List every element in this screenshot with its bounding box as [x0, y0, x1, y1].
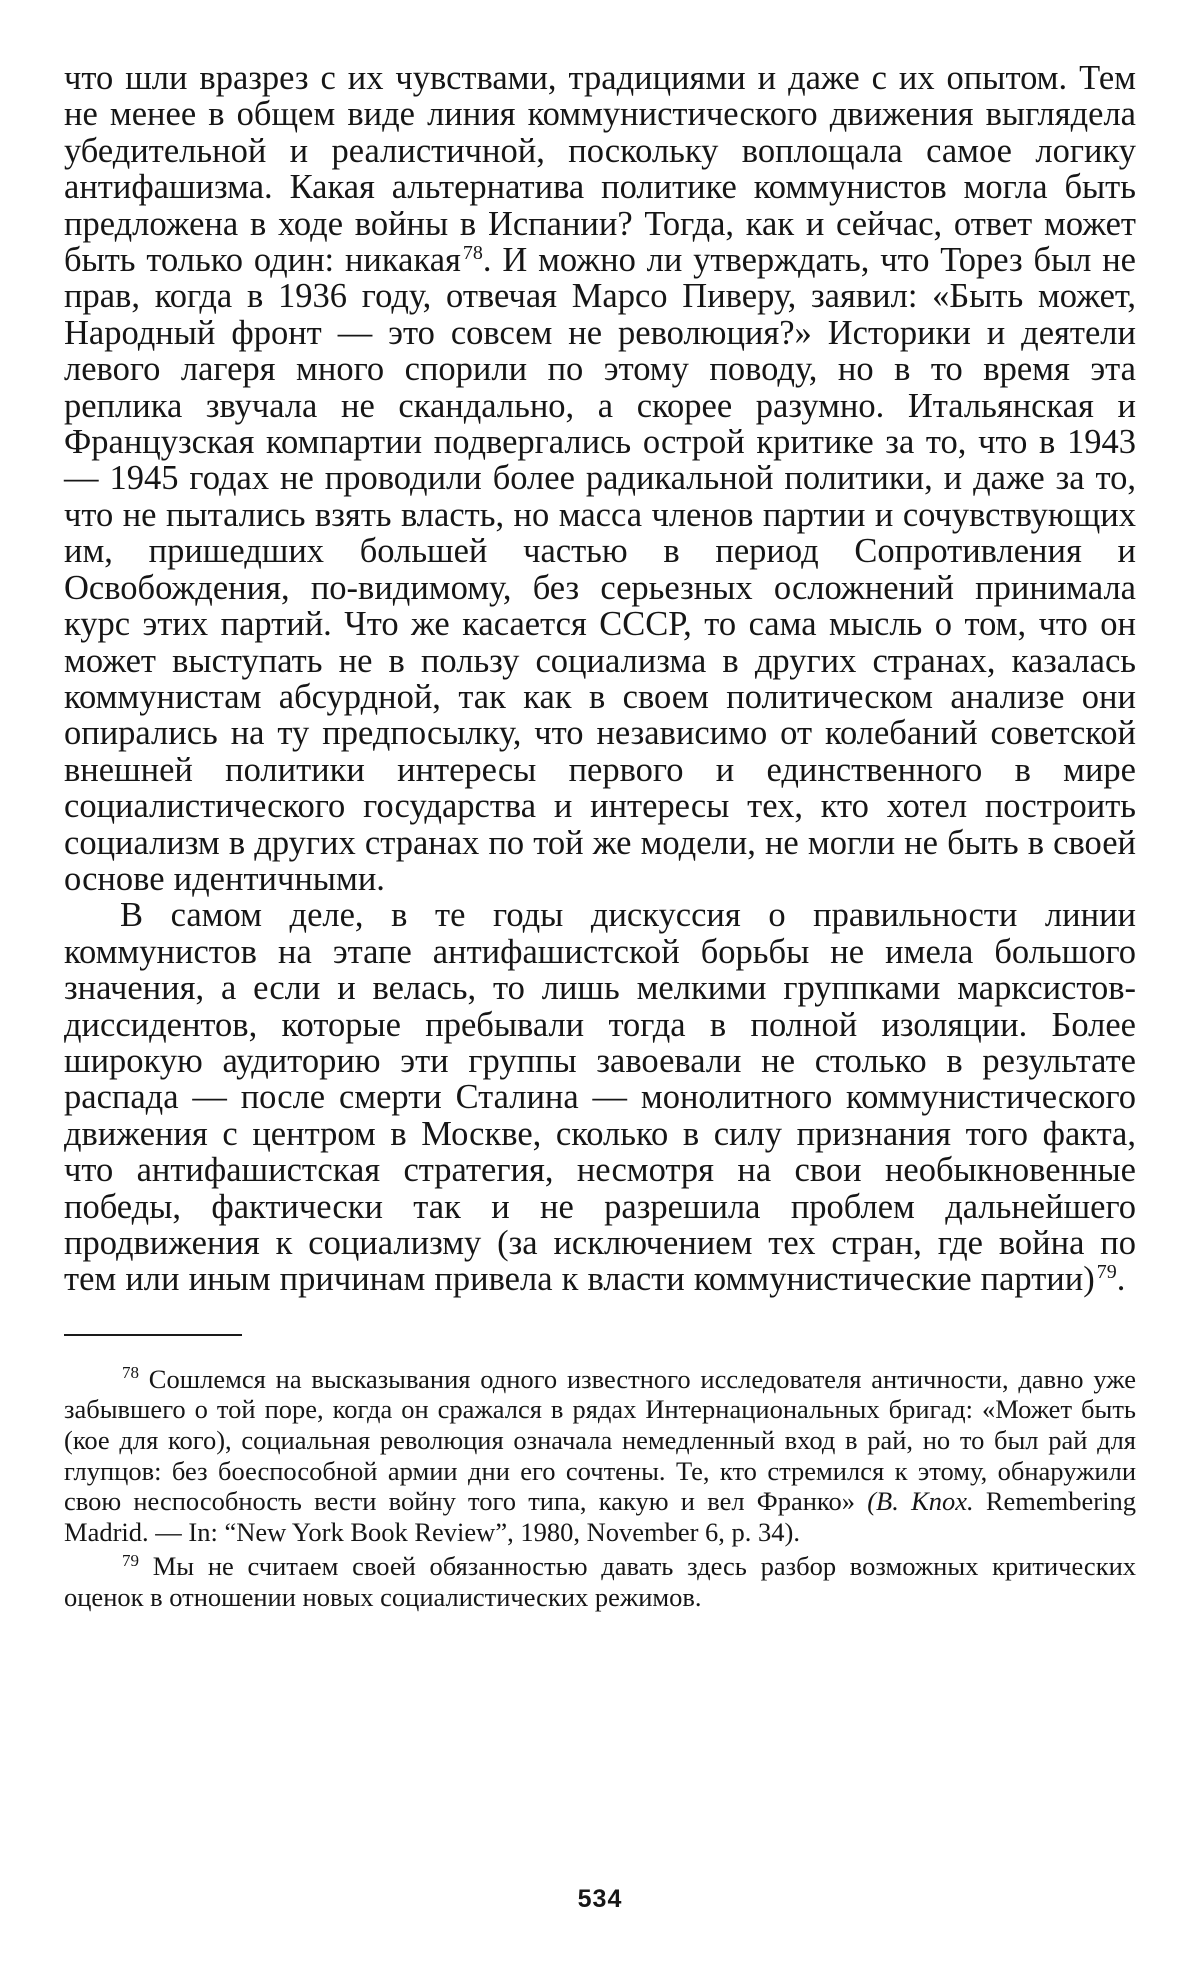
footnote-ref-79: 79 [1096, 1260, 1117, 1283]
footnote-79-text: Мы не считаем своей обязанностью давать здесь разбор возможных критических оценок в отношении новых социалистических режимов. [64, 1551, 1136, 1612]
footnote-78-text-a: Сошлемся на высказывания одного известного исследователя античности, давно уже забывшего о той поре, когда он сражался в рядах Интернациональных бригад: «Может быть (кое для кого), социальная революция означала немедленный вход в рай, но то был рай для глупцов: без боеспособной армии дни его сочтены. Те, кто стремился к этому, обнаружили свою неспособность вести войну того типа, какую и вел Франко» [64, 1363, 1136, 1517]
footnote-78 [64, 1364, 1136, 1548]
footnote-78-text-b: Remembering Madrid. — In: “New York Book Review”, 1980, November 6, p. 34). [64, 1486, 1136, 1547]
paragraph-1-text-a: что шли вразрез с их чувствами, традициями и даже с их опытом. Тем не менее в общем виде линия коммунистического движения выглядела убедительной и реалистичной, поскольку воплощала самое логику антифашизма. Какая альтернатива политике коммунистов могла быть предложена в ходе войны в Испании? Тогда, как и сейчас, ответ может быть только один: никакая [64, 59, 1136, 280]
paragraph-1 [64, 60, 1136, 897]
paragraph-2-text-b: . [1116, 1260, 1126, 1299]
paragraph-2-text-a: В самом деле, в те годы дискуссия о правильности линии коммунистов на этапе антифашистской борьбы не имела большого значения, а если и велась, то лишь мелкими группками марксистов-диссидентов, которые пребывали тогда в полной изоляции. Более широкую аудиторию эти группы завоевали не столько в результате распада — после смерти Сталина — монолитного коммунистического движения с центром в Москве, сколько в силу признания того факта, что антифашистская стратегия, несмотря на свои необыкновенные победы, фактически так и не разрешила проблем дальнейшего продвижения к социализму (за исключением тех стран, где война по тем или иным причинам привела к власти коммунистические партии) [64, 896, 1136, 1299]
page-number: 534 [577, 1885, 623, 1913]
paragraph-2 [64, 897, 1136, 1297]
footnotes [64, 1364, 1136, 1613]
footnote-number: 79 [122, 1550, 139, 1570]
footnote-number: 78 [122, 1362, 139, 1382]
footnote-divider [64, 1334, 242, 1336]
footnote-79 [64, 1551, 1136, 1612]
paragraph-1-text-b: . И можно ли утверждать, что Торез был не прав, когда в 1936 году, отвечая Марсо Пиверу, заявил: «Быть может, Народный фронт — это совсем не революция?» Историки и деятели левого лагеря много спорили по этому поводу, но в то время эта реплика звучала не скандально, а скорее разумно. Итальянская и Французская компартии подвергались острой критике за то, что в 1943— 1945 годах не проводили более радикальной политики, и даже за то, что не пытались взять власть, но масса членов партии и сочувствующих им, пришедших большей частью в период Сопротивления и Освобождения, по-видимому, без серьезных осложнений принимала курс этих партий. Что же касается СССР, то сама мысль о том, что он может выступать не в пользу социализма в других странах, казалась коммунистам абсурдной, так как в своем политическом анализе они опирались на ту предпосылку, что независимо от колебаний советской внешней политики интересы первого и единственного в мире социалистического государства и интересы тех, кто хотел построить социализм в других странах по той же модели, не могли не быть в своей основе идентичными. [64, 241, 1136, 898]
main-text [64, 60, 1136, 1298]
footnote-ref-78: 78 [462, 241, 483, 264]
book-page [64, 60, 1136, 1613]
footnote-78-citation: (B. Knox. [867, 1486, 974, 1517]
